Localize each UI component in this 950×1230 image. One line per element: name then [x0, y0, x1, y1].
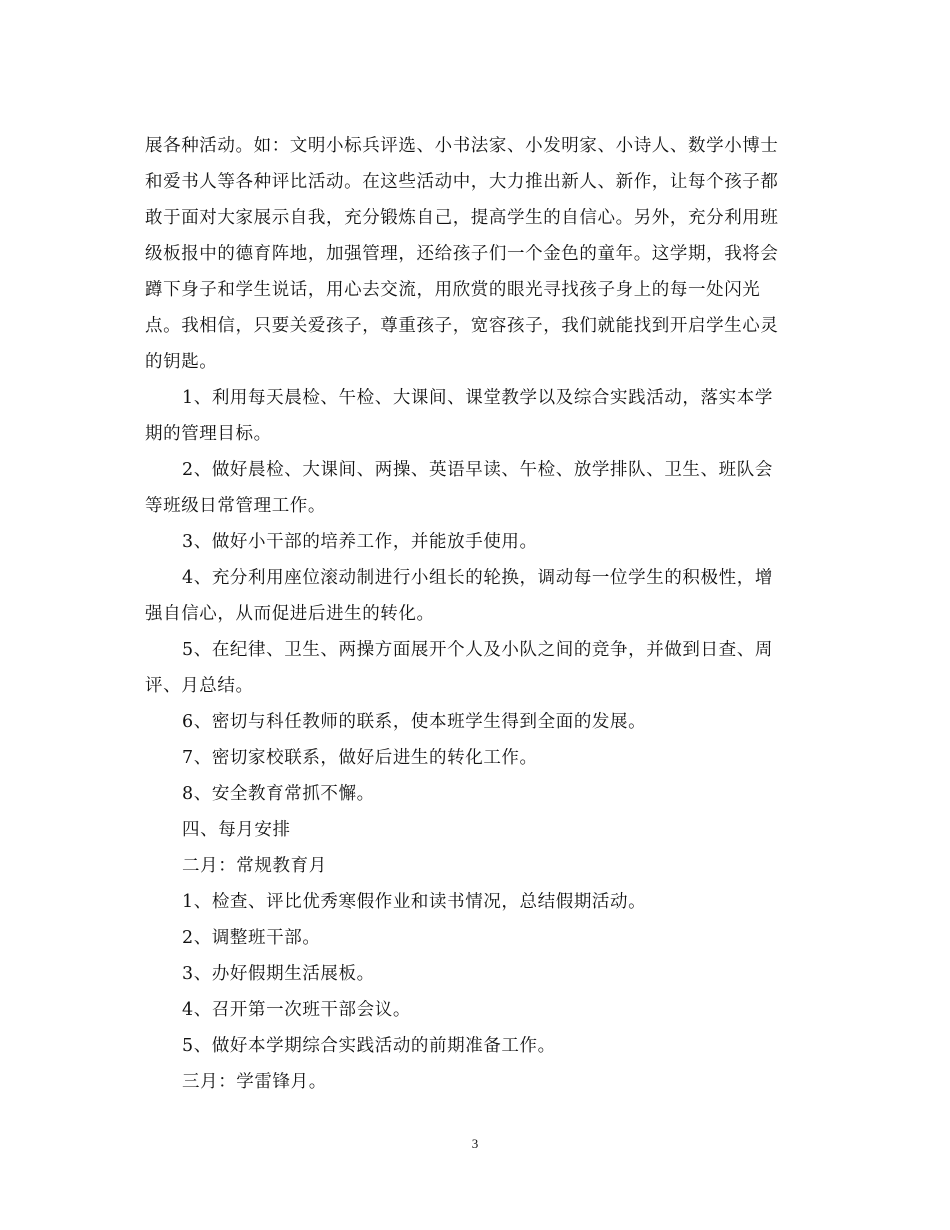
list-item: 3、办好假期生活展板。 [182, 964, 375, 984]
list-item: 4、召开第一次班干部会议。 [182, 1000, 411, 1020]
text-line: 和爱书人等各种评比活动。在这些活动中，大力推出新人、新作，让每个孩子都 [145, 172, 779, 192]
list-item: 4、充分利用座位滚动制进行小组长的轮换，调动每一位学生的积极性，增 [182, 568, 773, 588]
list-item: 8、安全教育常抓不懈。 [182, 784, 375, 804]
text-line: 点。我相信，只要关爱孩子，尊重孩子，宽容孩子，我们就能找到开启学生心灵 [145, 316, 779, 336]
text-line: 敢于面对大家展示自我，充分锻炼自己，提高学生的自信心。另外，充分利用班 [145, 208, 779, 228]
text-line: 级板报中的德育阵地，加强管理，还给孩子们一个金色的童年。这学期，我将会 [145, 244, 779, 264]
list-item: 2、做好晨检、大课间、两操、英语早读、午检、放学排队、卫生、班队会 [182, 460, 773, 480]
list-item: 7、密切家校联系，做好后进生的转化工作。 [182, 748, 538, 768]
text-line: 评、月总结。 [145, 676, 254, 696]
list-item: 1、利用每天晨检、午检、大课间、课堂教学以及综合实践活动，落实本学 [182, 388, 773, 408]
text-line: 期的管理目标。 [145, 424, 272, 444]
list-item: 5、在纪律、卫生、两操方面展开个人及小队之间的竞争，并做到日查、周 [182, 640, 773, 660]
list-item: 2、调整班干部。 [182, 928, 321, 948]
month-heading: 二月：常规教育月 [182, 856, 327, 876]
text-line: 强自信心，从而促进后进生的转化。 [145, 604, 435, 624]
month-heading: 三月：学雷锋月。 [182, 1072, 327, 1092]
list-item: 6、密切与科任教师的联系，使本班学生得到全面的发展。 [182, 712, 647, 732]
section-heading: 四、每月安排 [182, 820, 291, 840]
text-line: 等班级日常管理工作。 [145, 496, 326, 516]
text-line: 蹲下身子和学生说话，用心去交流，用欣赏的眼光寻找孩子身上的每一处闪光 [145, 280, 761, 300]
list-item: 1、检查、评比优秀寒假作业和读书情况，总结假期活动。 [182, 892, 647, 912]
text-line: 展各种活动。如：文明小标兵评选、小书法家、小发明家、小诗人、数学小博士 [145, 136, 779, 156]
list-item: 5、做好本学期综合实践活动的前期准备工作。 [182, 1036, 556, 1056]
document-body [145, 128, 805, 1100]
page-number: 3 [471, 1136, 479, 1151]
text-line: 的钥匙。 [145, 352, 218, 372]
list-item: 3、做好小干部的培养工作，并能放手使用。 [182, 532, 538, 552]
